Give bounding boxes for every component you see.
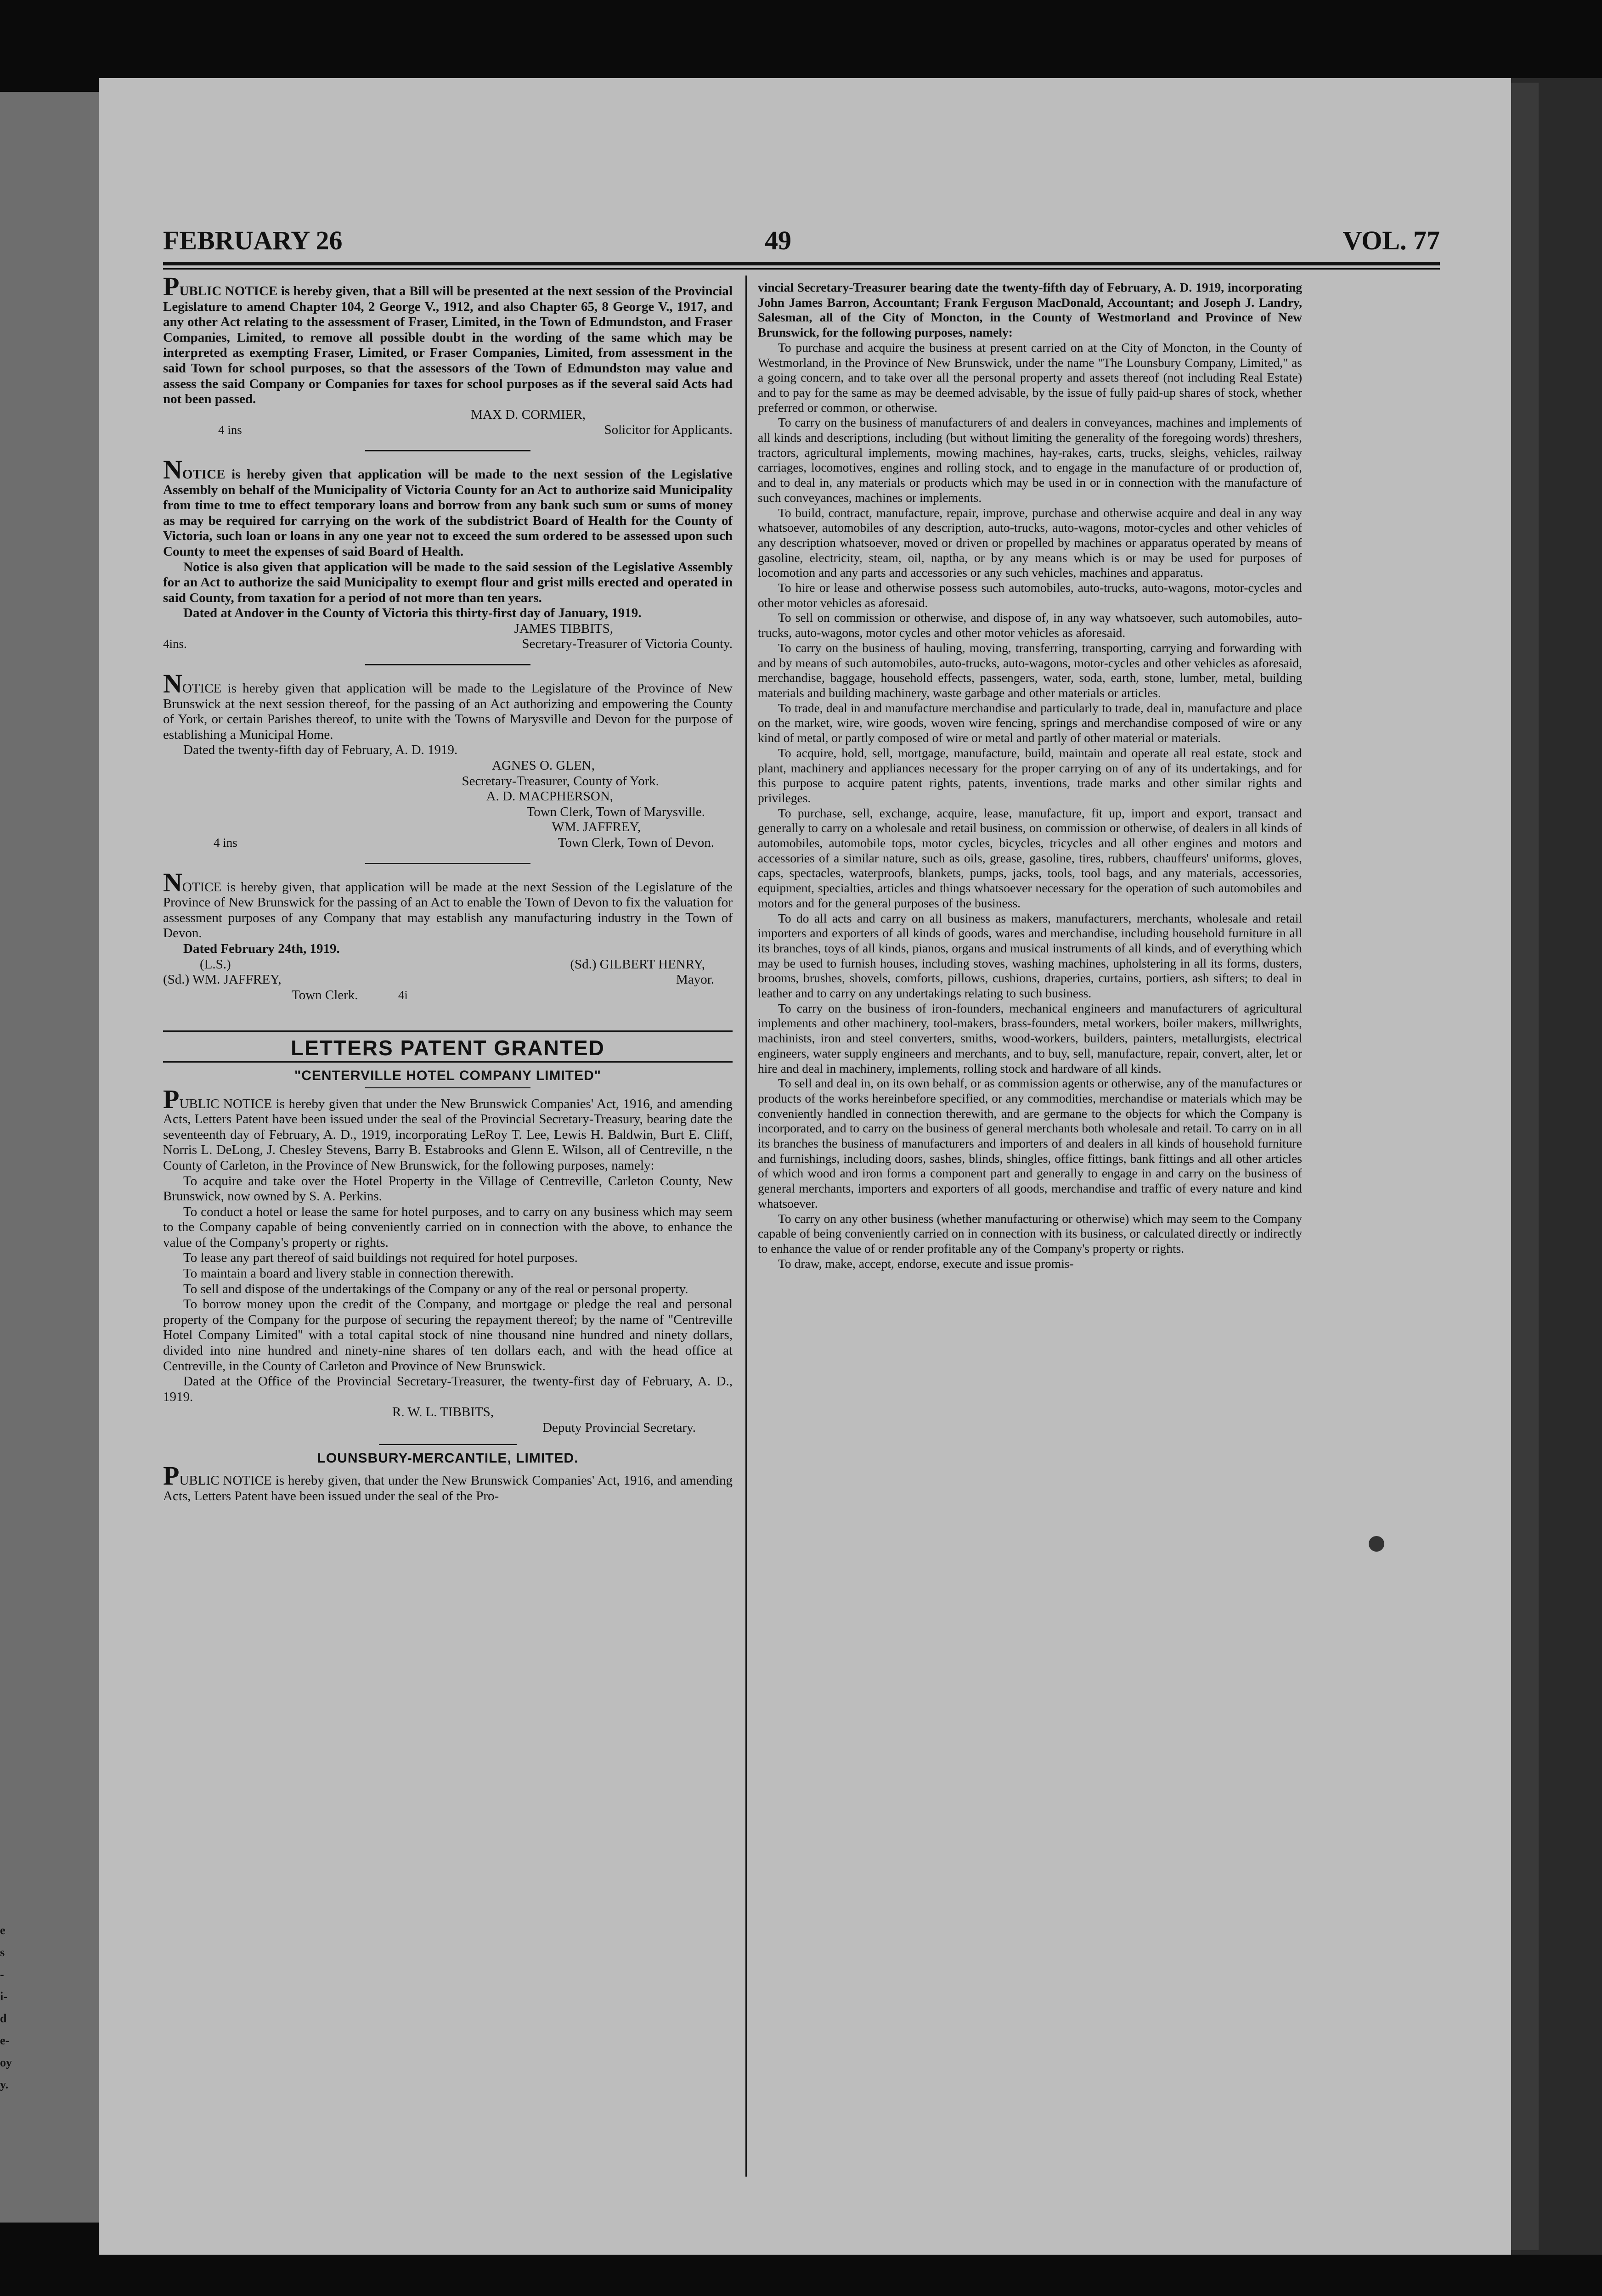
lounsbury-purpose: To purchase, sell, exchange, acquire, lease, manufacture, fit up, import and export, transact and generally to carry on a wholesale and retail business, on commission or otherwise, of dealers in all kinds of automobiles, automobile tops, motor cycles, bicycles, tricycles and all other engines and motors and accessories of a similar nature, such as oils, grease, gasoline, tires, rubbers, chauffeurs' uniforms, gloves, caps, spectacles, waterproofs, blankets, pumps, jacks, tools, tool bags, and any materials, accessories, equipment, specialties, articles and things whatsoever necessary for the operation of such automobiles and motors and for the general purposes of the business. (758, 805, 1302, 910)
fragment: e- (0, 2034, 10, 2047)
fragment: - (0, 1968, 4, 1981)
notice-york-signer3-title: Town Clerk, Town of Devon. (558, 835, 714, 850)
separator-rule (365, 664, 530, 665)
section-title-letters-patent: LETTERS PATENT GRANTED (291, 1036, 605, 1060)
separator-rule (365, 863, 530, 864)
section-rule-bottom (163, 1061, 733, 1063)
header-volume: VOL. 77 (1343, 225, 1440, 255)
notice-devon-dated: Dated February 24th, 1919. (183, 941, 340, 956)
notice-devon-mayor-title: Mayor. (676, 972, 714, 987)
notice-york-signer2: A. D. MACPHERSON, (486, 789, 613, 804)
notice-devon-insertions: 4i (398, 988, 408, 1002)
notice-york-dated: Dated the twenty-fifth day of February, A. D. 1919. (183, 743, 458, 758)
notice-york-text: NOTICE is hereby given that application will be made to the Legislature of the Province of New Brunswick at the next session thereof, for the passing of an Act authorizing and empowering the County of York, or certain Parishes thereof, to unite with the Towns of Marysville and Devon for the purpose of establishing a Municipal Home. (163, 669, 733, 742)
left-column (163, 271, 733, 1504)
notice-york-insertions: 4 ins (214, 836, 237, 850)
lounsbury-purpose: To draw, make, accept, endorse, execute and issue promis- (778, 1256, 1074, 1271)
centerville-intro: PUBLIC NOTICE is hereby given that under the New Brunswick Companies' Act, 1916, and amending Acts, Letters Patent have been issued under the seal of the Provincial Secretary-Treasury, bearing date the seventeenth day of February, A. D., 1919, incorporating LeRoy T. Lee, Lewis H. Baldwin, Burt E. Cliff, Norris L. DeLong, J. Chesley Stevens, Barry B. Estabrooks and Glenn E. Wilson, all of Centreville, n the County of Carleton, in the Province of New Brunswick, for the following purposes, namely: (163, 1084, 733, 1173)
notice-victoria-dated: Dated at Andover in the County of Victoria this thirty-first day of January, 1919. (183, 606, 642, 621)
lounsbury-purpose: To hire or lease and otherwise possess such automobiles, auto-trucks, auto-wagons, motor-cycles and other motor vehicles as aforesaid. (758, 580, 1302, 610)
column-divider (745, 276, 747, 2177)
fragment: d (0, 2012, 7, 2025)
notice-devon-signer-mayor: (Sd.) GILBERT HENRY, (570, 957, 705, 972)
fragment: i- (0, 1990, 7, 2003)
notice-york (163, 669, 733, 851)
fragment: e (0, 1924, 6, 1937)
fragment: s (0, 1946, 5, 1959)
notice-victoria-footer (163, 636, 733, 652)
separator-rule (365, 450, 530, 451)
header-rule-thick (163, 262, 1440, 265)
notice-devon (163, 867, 733, 1003)
notice-york-signer1-title: Secretary-Treasurer, County of York. (462, 773, 659, 788)
notice-york-footer (163, 835, 733, 851)
lounsbury-purpose: To do all acts and carry on all business as makers, manufacturers, merchants, wholesale and retail importers and exporters of all kinds of goods, wares and merchandise, including household furniture in all its branches, toys of all kinds, pianos, organs and musical instruments of all kinds, and of everything which may be used to furnish houses, including stoves, washing machines, upholstering in all its forms, dusters, brooms, brushes, shovels, comforts, pillows, cushions, draperies, curtains, portiers, ash sifters; to deal in leather and to carry on any undertakings relating to such business. (758, 911, 1302, 1001)
centerville-purpose: To acquire and take over the Hotel Property in the Village of Centreville, Carleton County, New Brunswick, now owned by S. A. Perkins. (163, 1173, 733, 1204)
lounsbury-purpose: To carry on any other business (whether manufacturing or otherwise) which may seem to the Company capable of being conveniently carried on in connection with its business, or calculated directly or indirectly to enhance the value of or render profitable any of the Company's property or rights. (758, 1211, 1302, 1255)
lounsbury-purpose: To sell on commission or otherwise, and dispose of, in any way whatsoever, such automobiles, auto-trucks, auto-wagons, motor cycles and other motor vehicles as aforesaid. (758, 610, 1302, 640)
previous-page-edge (0, 92, 115, 2223)
separator-rule (379, 1444, 517, 1445)
lounsbury-intro: PUBLIC NOTICE is hereby given, that under the New Brunswick Companies' Act, 1916, and amending Acts, Letters Patent have been issued under the seal of the Pro- (163, 1461, 733, 1503)
notice-victoria-text2: Notice is also given that application will be made to the said session of the Legislative Assembly for an Act to authorize the said Municipality to exempt flour and grist mills erected and operated in said County, from taxation for a period of not more than ten years. (163, 559, 733, 605)
notice-victoria-signer-title: Secretary-Treasurer of Victoria County. (522, 636, 733, 652)
fragment: oy (0, 2056, 12, 2069)
centerville-purpose: To conduct a hotel or lease the same for hotel purposes, and to carry on any business which may seem to the Company capable of being conveniently carried on in connection with the above, to enhance the value of the Company's property or rights. (163, 1204, 733, 1250)
notice-fraser (163, 271, 733, 438)
page-header (163, 225, 1440, 262)
notice-york-signer1: AGNES O. GLEN, (492, 758, 595, 773)
notice-york-signer3: WM. JAFFREY, (552, 820, 641, 835)
notice-victoria-insertions: 4ins. (163, 637, 187, 651)
fragment: y. (0, 2078, 9, 2091)
notice-victoria-text: NOTICE is hereby given that application will be made to the next session of the Legislative Assembly on behalf of the Municipality of Victoria County for an Act to authorize said Municipality from time to tme to effect temporary loans and borrow from any bank such sum or sums of money as may be required for carrying on the work of the subdistrict Board of Health for the County of Victoria, such loan or loans in any one year not to exceed the sum ordered to be assessed upon such County to meet the expenses of said Board of Health. (163, 454, 733, 559)
centerville-title-rule (365, 1087, 530, 1088)
centerville-dated: Dated at the Office of the Provincial Secretary-Treasurer, the twenty-first day of February, A. D., 1919. (163, 1374, 733, 1404)
notice-fraser-footer (163, 422, 733, 438)
centerville-purpose: To borrow money upon the credit of the Company, and mortgage or pledge the real and personal property of the Company for the purpose of securing the repayment thereof; by the name of "Centreville Hotel Company Limited" with a total capital stock of nine thousand nine hundred and ninety dollars, divided into nine hundred and ninety-nine shares of ten dollars each, and with the head office at Centreville, in the County of Carleton and Province of New Brunswick. (163, 1297, 733, 1373)
notice-victoria-signer: JAMES TIBBITS, (514, 621, 613, 636)
previous-page-text-fragments (0, 1919, 14, 2096)
centerville-purpose: To lease any part thereof of said buildings not required for hotel purposes. (183, 1250, 578, 1266)
lounsbury-title: LOUNSBURY-MERCANTILE, LIMITED. (317, 1450, 579, 1466)
ink-blot (1369, 1536, 1384, 1552)
lounsbury-purpose: To purchase and acquire the business at present carried on at the City of Moncton, in the County of Westmorland, in the Province of New Brunswick, under the name "The Lounsbury Company, Limited," as a going concern, and to take over all the personal property and assets thereof (not including Real Estate) and to pay for the same as may be deemed advisable, by the issue of fully paid-up shares of stock, whether preferred or common, or otherwise. (758, 340, 1302, 415)
gazette-page (99, 78, 1511, 2255)
header-rule-thin (163, 268, 1440, 270)
centerville-purpose: To maintain a board and livery stable in connection therewith. (183, 1266, 514, 1281)
section-rule-top (163, 1030, 733, 1032)
notice-devon-row1 (163, 957, 733, 973)
centerville-title: "CENTERVILLE HOTEL COMPANY LIMITED" (294, 1068, 601, 1083)
header-page-number: 49 (765, 225, 791, 255)
notice-fraser-insertions: 4 ins (218, 423, 242, 437)
centerville-hotel-notice (163, 1068, 733, 1436)
centerville-purpose: To sell and dispose of the undertakings of the Company or any of the real or personal property. (183, 1281, 688, 1296)
notice-devon-seal: (L.S.) (200, 957, 231, 972)
notice-fraser-text: PUBLIC NOTICE is hereby given, that a Bill will be presented at the next session of the Provincial Legislature to amend Chapter 104, 2 George V., 1912, and also Chapter 65, 8 George V., 1917, and any other Act relating to the assessment of Fraser, Limited, in the Town of Edmundston, and Fraser Companies, Limited, to remove all possible doubt in the wording of the same which may be interpreted as exempting Fraser, Limited, or Fraser Companies, Limited, from assessment in the said Town for school purposes, so that the assessors of the Town of Edmundston may value and assess the said Company or Companies for taxes for school purposes as if the several said Acts had not been passed. (163, 271, 733, 407)
centerville-signer: R. W. L. TIBBITS, (392, 1405, 494, 1420)
right-column (758, 280, 1302, 1271)
lounsbury-purpose: To carry on the business of hauling, moving, transferring, transporting, carrying and forwarding with and by means of such automobiles, auto-trucks, auto-wagons, motor-cycles and other vehicles as aforesaid, merchandise, baggage, household effects, passengers, water, soda, earth, stone, lumber, metal, building materials and building machinery, waste garbage and other materials or articles. (758, 640, 1302, 700)
lounsbury-notice (163, 1451, 733, 1504)
page-content (163, 225, 1440, 2181)
lounsbury-purpose: To trade, deal in and manufacture merchandise and particularly to trade, deal in, manufacture and place on the market, wire, wire goods, woven wire fencing, springs and merchandise composed of wire or any kind of metal, or partly composed of wire or metal and partly of other material or materials. (758, 700, 1302, 745)
header-date: FEBRUARY 26 (163, 225, 343, 255)
centerville-signer-title: Deputy Provincial Secretary. (542, 1420, 696, 1435)
notice-devon-row3 (163, 988, 733, 1003)
notice-victoria (163, 454, 733, 652)
lounsbury-purpose: To build, contract, manufacture, repair, improve, purchase and otherwise acquire and deal in any way whatsoever, automobiles of any description, auto-trucks, auto-wagons, motor-cycles and other vehicles of any description whatsoever, moved or driven or propelled by machines or apparatus operated by means of gasoline, electricity, steam, oil, naptha, or by any means which is or may be used for purposes of locomotion and any parts and accessories or any such vehicles, machines and apparatus. (758, 505, 1302, 580)
notice-fraser-signer-title: Solicitor for Applicants. (604, 422, 733, 438)
lounsbury-continuation: vincial Secretary-Treasurer bearing date the twenty-fifth day of February, A. D. 1919, incorporating John James Barron, Accountant; Frank Ferguson MacDonald, Accountant; and Joseph J. Landry, Salesman, all of the City of Moncton, in the County of Westmorland and Province of New Brunswick, for the following purposes, namely: (758, 280, 1302, 340)
notice-devon-text: NOTICE is hereby given, that application will be made at the next Session of the Legislature of the Province of New Brunswick for the passing of an Act to enable the Town of Devon to fix the valuation for assessment purposes of any Company that may establish any manufacturing industry in the Town of Devon. (163, 867, 733, 941)
page-stack-edge (1511, 83, 1539, 2250)
lounsbury-purpose: To sell and deal in, on its own behalf, or as commission agents or otherwise, any of the manufactures or products of the works hereinbefore specified, or any commodities, merchandise or materials which may be conveniently handled in connection therewith, and are germane to the objects for which the Company is incorporated, and to carry on the business of general merchants both wholesale and retail. To carry on in all its branches the business of manufacturers and importers of and dealers in all kinds of household furniture and furnishings, including doors, sashes, blinds, shingles, office fittings, bank fittings and all other articles of which wood and iron forms a component part and generally to engage in and carry on the business of general merchants, importers and exporters of all goods, merchandise and traffic of every nature and kind whatsoever. (758, 1076, 1302, 1210)
notice-fraser-signer: MAX D. CORMIER, (471, 407, 586, 422)
notice-devon-clerk-title: Town Clerk. (292, 987, 358, 1002)
lounsbury-purpose: To carry on the business of manufacturers of and dealers in conveyances, machines and implements of all kinds and descriptions, including (but without limiting the generality of the foregoing words) threshers, tractors, agricultural implements, mowing machines, hay-rakes, carts, trucks, sleighs, vehicles, railway carriages, locomotives, engines and rolling stock, and to engage in the manufacture of or production of, and to deal in, any materials or products which may be used in or in connection with the manufacture of such conveyances, machines or implements. (758, 415, 1302, 505)
notice-devon-signer-clerk: (Sd.) WM. JAFFREY, (163, 972, 282, 987)
notice-york-signer2-title: Town Clerk, Town of Marysville. (526, 804, 705, 819)
lounsbury-purpose: To acquire, hold, sell, mortgage, manufacture, build, maintain and operate all real estate, stock and plant, machinery and appliances necessary for the proper carrying on of any of its undertakings, and for this purpose to acquire patent rights, patents, inventions, trade marks and other similar rights and privileges. (758, 745, 1302, 805)
lounsbury-purpose: To carry on the business of iron-founders, mechanical engineers and manufacturers of agricultural implements and other machinery, tool-makers, brass-founders, metal workers, boiler makers, millwrights, machinists, iron and steel converters, smiths, wood-workers, builders, painters, metallurgists, electrical engineers, water supply engineers and merchants, and to buy, sell, manufacture, repair, convert, alter, let or hire and deal in machinery, implements, rolling stock and hardware of all kinds. (758, 1001, 1302, 1075)
notice-devon-row2 (163, 972, 733, 988)
